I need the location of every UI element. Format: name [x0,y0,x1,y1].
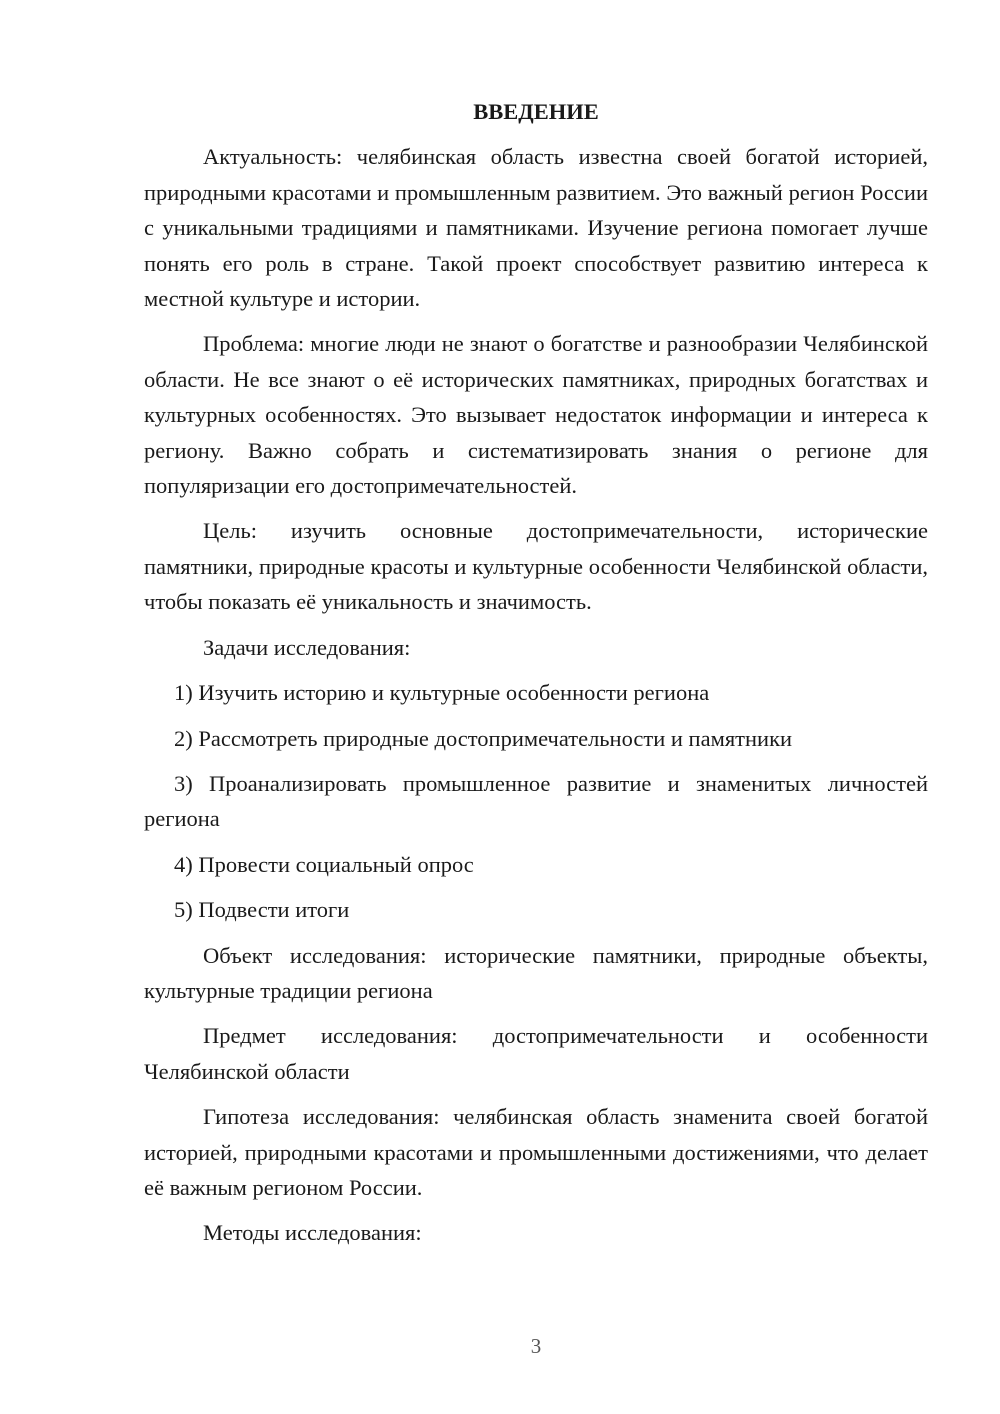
task-item-4: 4) Провести социальный опрос [174,851,474,877]
page-number: 3 [530,1334,542,1358]
object-paragraph: Объект исследования: исторические памятники, природные объекты, культурные традиции региона [144,942,928,1003]
task-item-1: 1) Изучить историю и культурные особенности региона [174,680,710,706]
page-title: ВВЕДЕНИЕ [473,99,599,124]
subject-paragraph: Предмет исследования: достопримечательности и особенности Челябинской области [144,1023,928,1084]
problem-paragraph: Проблема: многие люди не знают о богатстве и разнообразии Челябинской области. Не все знают о её исторических памятниках, природных богатствах и культурных особенностях. Это вызывает недостаток информации и интереса к региону. Важно собрать и систематизировать знания о регионе для популяризации его достопримечательностей. [144,331,928,499]
page-content [144,94,928,1261]
hypothesis-paragraph: Гипотеза исследования: челябинская область знаменита своей богатой историей, природными красотами и промышленными достижениями, что делает её важным регионом России. [144,1104,928,1200]
relevance-paragraph: Актуальность: челябинская область известна своей богатой историей, природными красотами и промышленным развитием. Это важный регион России с уникальными традициями и памятниками. Изучение региона помогает лучше понять его роль в стране. Такой проект способствует развитию интереса к местной культуре и истории. [144,144,928,312]
task-item-2: 2) Рассмотреть природные достопримечательности и памятники [174,725,793,751]
task-item-5: 5) Подвести итоги [174,897,350,923]
tasks-heading: Задачи исследования: [203,634,411,660]
goal-paragraph: Цель: изучить основные достопримечательности, исторические памятники, природные красоты и культурные особенности Челябинской области, чтобы показать её уникальность и значимость. [144,518,928,615]
methods-heading: Методы исследования: [203,1220,422,1246]
task-item-3: 3) Проанализировать промышленное развитие и знаменитых личностей региона [144,770,928,832]
